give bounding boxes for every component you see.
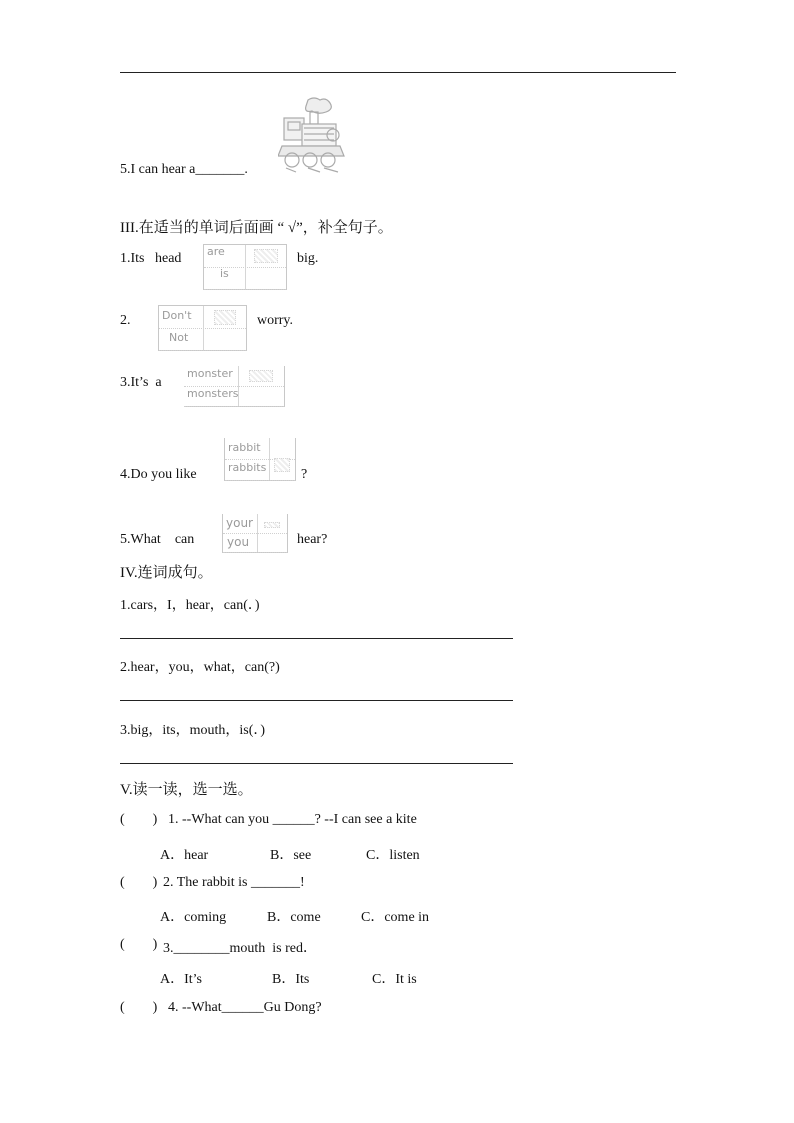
- s5-q4-paren[interactable]: ( ): [120, 1000, 158, 1015]
- s3-q4-post: ?: [301, 467, 308, 482]
- s5-q3-option-b: B．Its: [272, 972, 310, 987]
- s5-q1-option-a: A．hear: [160, 848, 209, 863]
- s3-q5-post: hear?: [297, 532, 328, 547]
- s3-q2-option-1: Don't: [162, 309, 192, 322]
- s5-q2-option-c: C．come in: [361, 910, 430, 925]
- s4-answer-line-2[interactable]: [120, 700, 513, 701]
- s3-q2-post: worry.: [257, 313, 294, 328]
- s3-q5-option-2: you: [227, 535, 250, 549]
- s3-q4-option-2: rabbits: [228, 461, 267, 474]
- s3-q4-choice-box: [224, 438, 296, 481]
- s3-q5-pre: 5.What can: [120, 532, 195, 547]
- s5-q4-text: 4. --What______Gu Dong?: [168, 1000, 322, 1015]
- s5-q2-paren[interactable]: ( ): [120, 875, 158, 890]
- s3-q3-pre: 3.It’s a: [120, 375, 162, 390]
- s5-q3-option-c: C．It is: [372, 972, 417, 987]
- train-icon: [278, 96, 346, 176]
- s3-q1-pre: 1.Its head: [120, 251, 182, 266]
- s4-item-2: 2.hear，you，what，can(?): [120, 660, 280, 675]
- s4-answer-line-1[interactable]: [120, 638, 513, 639]
- s5-q3-option-a: A．It’s: [160, 972, 202, 987]
- s5-q1-option-c: C．listen: [366, 848, 420, 863]
- s5-q2-option-a: A．coming: [160, 910, 227, 925]
- s4-item-1: 1.cars，I，hear，can(．): [120, 598, 260, 613]
- s5-q1-option-b: B．see: [270, 848, 312, 863]
- s3-q4-option-1: rabbit: [228, 441, 261, 454]
- s3-q4-pre: 4.Do you like: [120, 467, 197, 482]
- s3-q1-post: big.: [297, 251, 319, 266]
- s5-q3-paren[interactable]: ( ): [120, 937, 158, 952]
- s3-q3-choice-box: [184, 366, 285, 407]
- s3-q2-option-2: Not: [169, 331, 189, 344]
- s3-q2-pre: 2.: [120, 313, 131, 328]
- section-iv-title: IV.连词成句。: [120, 565, 213, 581]
- s5-q2-text: 2. The rabbit is _______!: [163, 875, 305, 890]
- s4-item-3: 3.big，its，mouth，is(．): [120, 723, 266, 738]
- s3-q1-choice-box: [203, 244, 287, 290]
- q5-train-sentence: 5.I can hear a_______.: [120, 162, 248, 177]
- s3-q5-choice-box: [222, 514, 288, 553]
- section-v-title: V.读一读，选一选。: [120, 782, 253, 798]
- s5-q1-paren[interactable]: ( ): [120, 812, 158, 827]
- header-rule: [120, 72, 676, 73]
- s3-q1-option-1: are: [207, 245, 225, 258]
- s5-q2-option-b: B．come: [267, 910, 321, 925]
- s3-q3-option-1: monster: [187, 367, 233, 380]
- s3-q1-option-2: is: [220, 267, 229, 280]
- s3-q3-option-2: monsters: [187, 387, 239, 400]
- section-iii-title: III.在适当的单词后面画 “ √”，补全句子。: [120, 220, 393, 236]
- s3-q2-choice-box: [158, 305, 247, 351]
- s5-q3-text: 3.________mouth is red．: [163, 941, 317, 956]
- s5-q1-text: 1. --What can you ______? --I can see a kite: [168, 812, 417, 827]
- s4-answer-line-3[interactable]: [120, 763, 513, 764]
- s3-q5-option-1: your: [226, 516, 253, 530]
